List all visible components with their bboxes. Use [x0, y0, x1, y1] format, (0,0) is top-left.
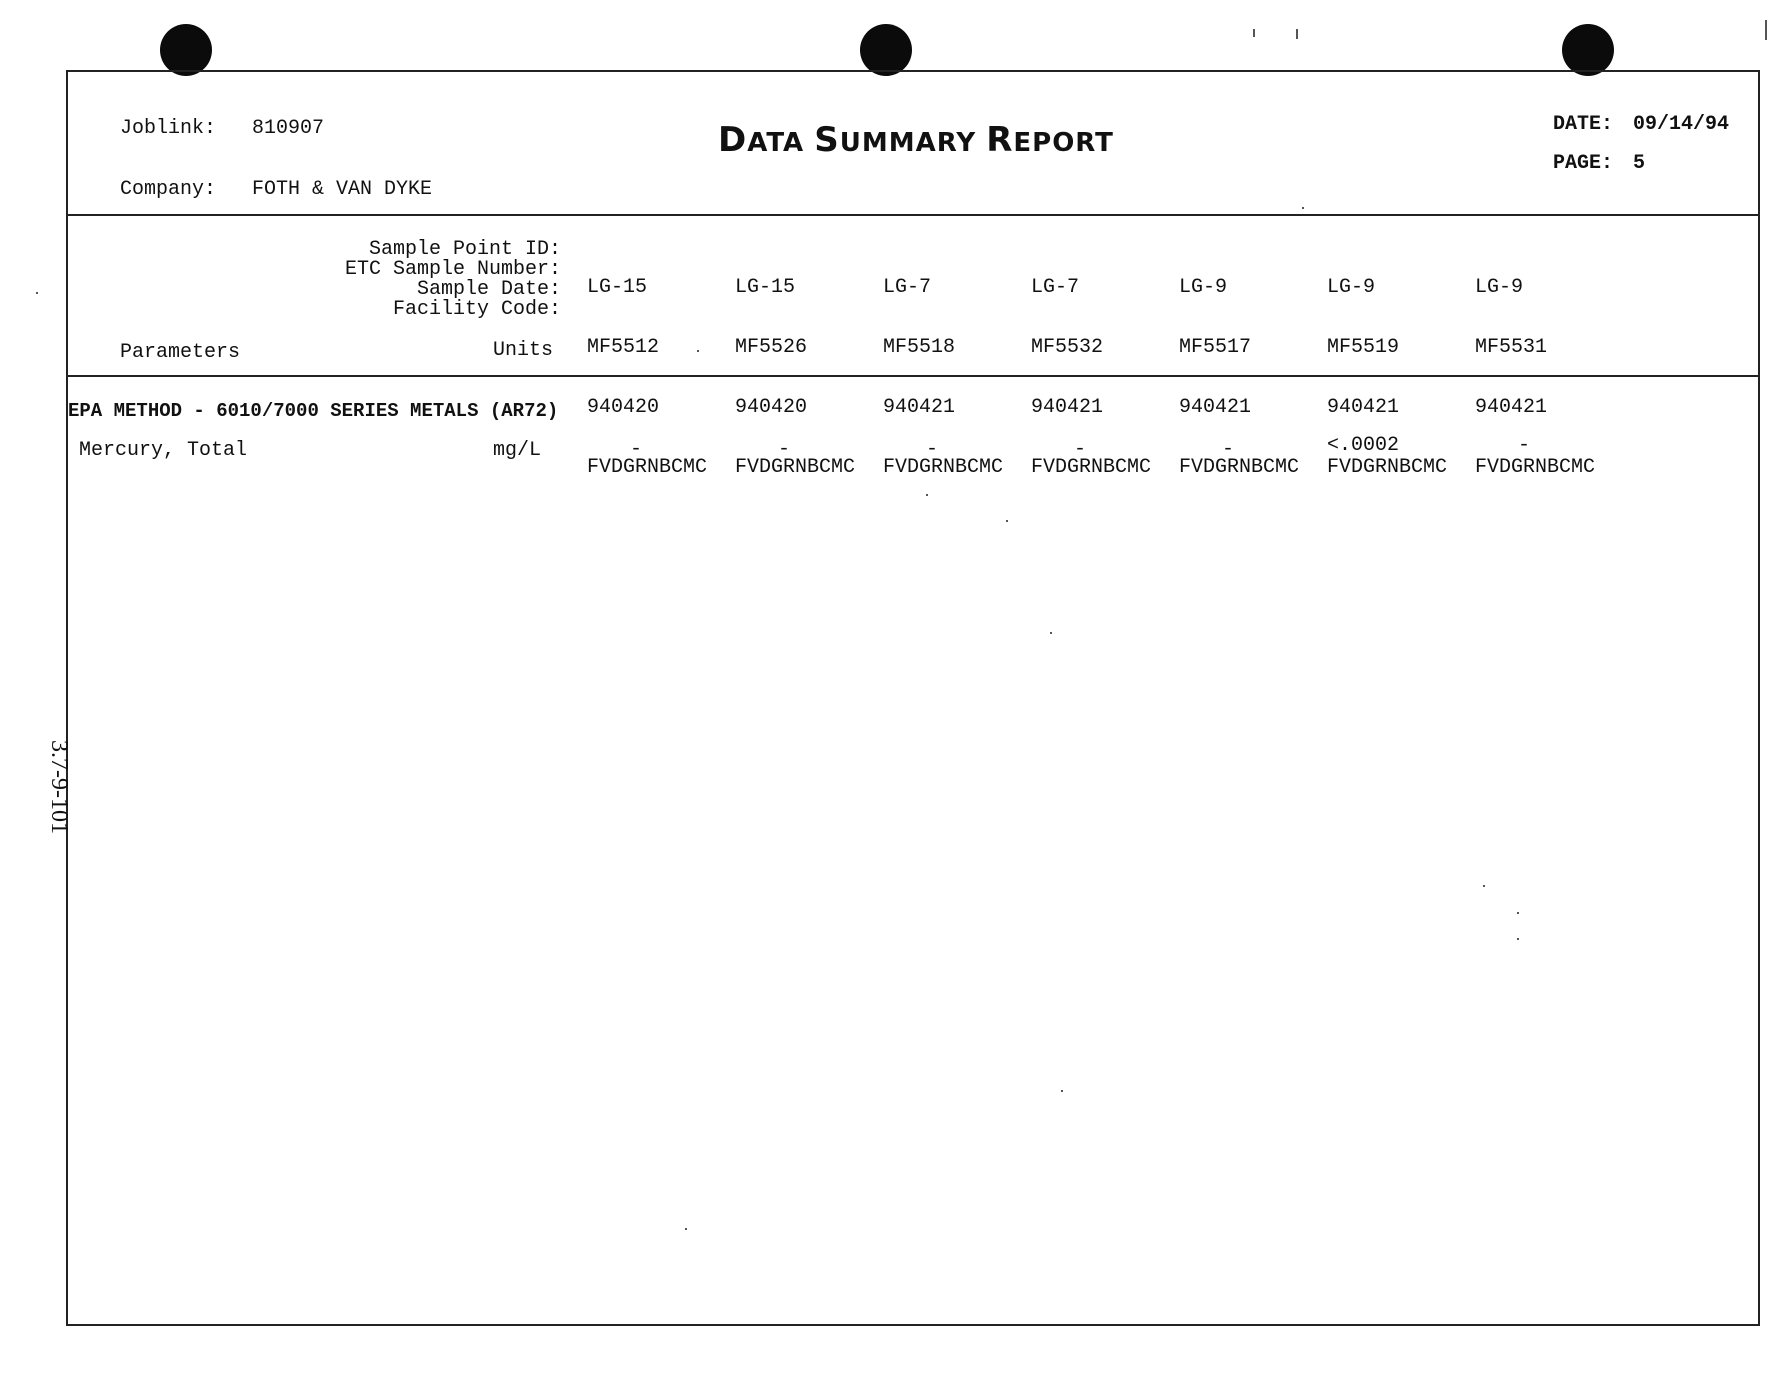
sample-point-id: LG-9 — [1179, 276, 1228, 299]
parameters-header: Parameters — [120, 341, 241, 364]
report-title — [718, 120, 1114, 160]
facility-code: FVDGRNBCMC — [1031, 456, 1152, 479]
scan-speck — [1061, 1090, 1063, 1092]
result-value: - — [630, 438, 643, 461]
page-label: PAGE: — [1553, 152, 1614, 175]
scan-speck — [1253, 29, 1255, 37]
facility-code: FVDGRNBCMC — [883, 456, 1004, 479]
sample-column-6 — [1327, 238, 1447, 498]
page-value: 5 — [1633, 152, 1646, 175]
facility-code: FVDGRNBCMC — [1179, 456, 1300, 479]
sample-column-2 — [735, 238, 855, 498]
sample-point-id: LG-9 — [1327, 276, 1376, 299]
title-r: R — [986, 120, 1014, 160]
sample-date: 940421 — [1179, 396, 1252, 419]
date-value: 09/14/94 — [1633, 113, 1730, 136]
label-sample-date: Sample Date: — [416, 278, 561, 301]
date-label: DATE: — [1553, 113, 1614, 136]
facility-code: FVDGRNBCMC — [1475, 456, 1596, 479]
etc-sample-number: MF5532 — [1031, 336, 1104, 359]
joblink-label: Joblink: — [120, 117, 217, 140]
header-divider — [66, 214, 1760, 216]
scan-speck — [1765, 20, 1767, 40]
title-d: D — [718, 120, 748, 160]
result-value: - — [1518, 434, 1531, 457]
sample-date: 940420 — [587, 396, 660, 419]
result-value: - — [926, 438, 939, 461]
label-facility-code: Facility Code: — [392, 298, 561, 321]
scan-speck — [1483, 885, 1485, 887]
result-value: - — [778, 438, 791, 461]
facility-code: FVDGRNBCMC — [735, 456, 856, 479]
title-s: S — [814, 120, 840, 160]
sample-point-id: LG-9 — [1475, 276, 1524, 299]
punch-hole-right — [1562, 24, 1614, 76]
document-code: 3.7-9-101 — [46, 740, 72, 834]
sample-point-id: LG-7 — [883, 276, 932, 299]
company-label: Company: — [120, 178, 217, 201]
label-sample-point-id: Sample Point ID: — [368, 238, 561, 261]
etc-sample-number: MF5512 — [587, 336, 660, 359]
scan-speck — [685, 1228, 687, 1230]
sample-column-3 — [883, 238, 1003, 498]
sample-date: 940420 — [735, 396, 808, 419]
sample-date: 940421 — [883, 396, 956, 419]
parameter-name: Mercury, Total — [79, 439, 248, 462]
punch-hole-center — [860, 24, 912, 76]
sample-point-id: LG-15 — [587, 276, 648, 299]
parameter-units: mg/L — [493, 439, 542, 462]
sample-date: 940421 — [1031, 396, 1104, 419]
scan-speck — [697, 350, 699, 352]
company-value: FOTH & VAN DYKE — [252, 178, 433, 201]
result-value: - — [1222, 438, 1235, 461]
scan-speck — [1302, 207, 1304, 209]
scan-speck — [926, 494, 928, 496]
punch-hole-left — [160, 24, 212, 76]
scan-speck — [1517, 938, 1519, 940]
sample-column-1 — [587, 238, 707, 498]
sample-date: 940421 — [1475, 396, 1548, 419]
scan-speck — [1050, 632, 1052, 634]
sample-point-id: LG-15 — [735, 276, 796, 299]
result-value: <.0002 — [1327, 434, 1400, 457]
units-header: Units — [493, 339, 554, 362]
sample-point-id: LG-7 — [1031, 276, 1080, 299]
facility-code: FVDGRNBCMC — [587, 456, 708, 479]
scan-speck — [1006, 520, 1008, 522]
title-ummary: UMMARY — [839, 128, 987, 158]
label-etc-sample-number: ETC Sample Number: — [344, 258, 561, 281]
etc-sample-number: MF5519 — [1327, 336, 1400, 359]
section-heading: EPA METHOD - 6010/7000 SERIES METALS (AR72) — [68, 400, 559, 422]
scan-speck — [36, 292, 38, 294]
sample-column-7 — [1475, 238, 1595, 498]
facility-code: FVDGRNBCMC — [1327, 456, 1448, 479]
sample-column-5 — [1179, 238, 1299, 498]
etc-sample-number: MF5518 — [883, 336, 956, 359]
etc-sample-number: MF5526 — [735, 336, 808, 359]
scan-speck — [1296, 29, 1298, 39]
joblink-value: 810907 — [252, 117, 325, 140]
title-ata: ATA — [747, 128, 815, 158]
etc-sample-number: MF5517 — [1179, 336, 1252, 359]
sample-column-4 — [1031, 238, 1151, 498]
result-value: - — [1074, 438, 1087, 461]
sample-date: 940421 — [1327, 396, 1400, 419]
etc-sample-number: MF5531 — [1475, 336, 1548, 359]
title-eport: EPORT — [1013, 128, 1114, 158]
scan-speck — [1517, 912, 1519, 914]
